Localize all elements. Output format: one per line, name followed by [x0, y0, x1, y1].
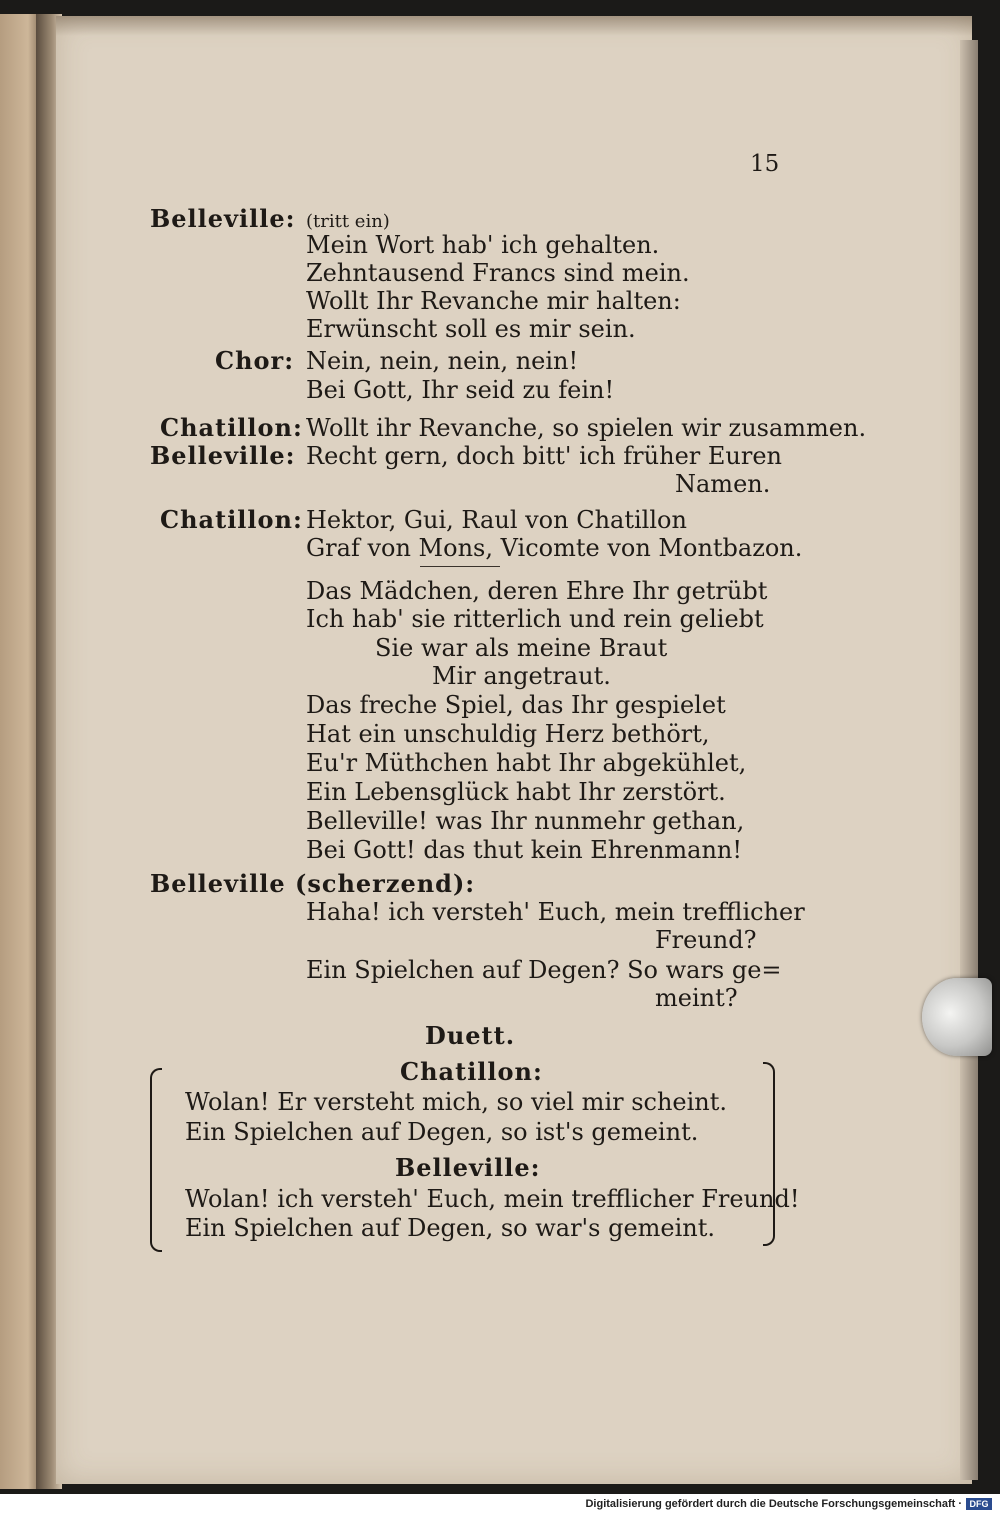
speaker-label: Chor:: [215, 346, 295, 375]
verse-line: Ein Spielchen auf Degen? So wars ge=: [306, 956, 782, 984]
verse-line: Das Mädchen, deren Ehre Ihr getrübt: [306, 577, 768, 605]
verse-line: Mir angetraut.: [432, 662, 611, 690]
footer-bar: [0, 1494, 1000, 1515]
verse-line: Hat ein unschuldig Herz bethört,: [306, 720, 710, 748]
page-number: 15: [750, 151, 780, 177]
verse-line: Bei Gott! das thut kein Ehrenmann!: [306, 836, 743, 864]
speaker-label: Chatillon:: [160, 505, 303, 534]
page-clip: [922, 978, 992, 1056]
verse-line: Wollt ihr Revanche, so spielen wir zusammen.: [306, 414, 867, 442]
verse-line: Nein, nein, nein, nein!: [306, 347, 579, 375]
footer-credit: Digitalisierung gefördert durch die Deutsche Forschungsgemeinschaft ·: [585, 1498, 962, 1510]
verse-line: Ein Spielchen auf Degen, so ist's gemeint.: [185, 1118, 699, 1146]
left-brace: [150, 1068, 162, 1252]
duett-title: Duett.: [425, 1021, 516, 1050]
duett-speaker: Chatillon:: [400, 1057, 543, 1086]
verse-line: Recht gern, doch bitt' ich früher Euren: [306, 442, 782, 470]
verse-line: Bei Gott, Ihr seid zu fein!: [306, 376, 615, 404]
verse-line: Ich hab' sie ritterlich und rein geliebt: [306, 605, 764, 633]
verse-line: Ein Spielchen auf Degen, so war's gemeint.: [185, 1214, 716, 1242]
verse-line: Das freche Spiel, das Ihr gespielet: [306, 691, 726, 719]
stage-direction: (tritt ein): [306, 211, 390, 232]
left-page-edge: [0, 14, 40, 1489]
verse-line: Belleville! was Ihr nunmehr gethan,: [306, 807, 745, 835]
verse-line: Mein Wort hab' ich gehalten.: [306, 231, 660, 259]
verse-line: Wolan! ich versteh' Euch, mein trefflicher Freund!: [185, 1185, 800, 1213]
page-shadow: [56, 16, 972, 36]
verse-line: Ein Lebensglück habt Ihr zerstört.: [306, 778, 726, 806]
verse-line: Haha! ich versteh' Euch, mein trefflicher: [306, 898, 805, 926]
dfg-logo: DFG: [966, 1498, 992, 1510]
verse-line: Erwünscht soll es mir sein.: [306, 315, 636, 343]
speaker-label: Belleville:: [150, 204, 296, 233]
verse-line: Freund?: [655, 926, 757, 954]
verse-line: Namen.: [675, 470, 771, 498]
verse-line: Hektor, Gui, Raul von Chatillon: [306, 506, 687, 534]
speaker-label: Belleville:: [150, 441, 296, 470]
verse-line: Eu'r Müthchen habt Ihr abgekühlet,: [306, 749, 747, 777]
duett-speaker: Belleville:: [395, 1153, 541, 1182]
verse-line: Sie war als meine Braut: [375, 634, 668, 662]
speaker-label: Chatillon:: [160, 413, 303, 442]
page-edge: [960, 40, 978, 1480]
verse-line: Wollt Ihr Revanche mir halten:: [306, 287, 681, 315]
verse-line: Zehntausend Francs sind mein.: [306, 259, 690, 287]
verse-line: meint?: [655, 984, 738, 1012]
right-brace: [763, 1062, 775, 1246]
speaker-label: Belleville (scherzend):: [150, 869, 476, 898]
verse-line: Graf von Mons, Vicomte von Montbazon.: [306, 534, 803, 562]
separator-rule: [420, 566, 500, 567]
verse-line: Wolan! Er versteht mich, so viel mir scheint.: [185, 1088, 728, 1116]
